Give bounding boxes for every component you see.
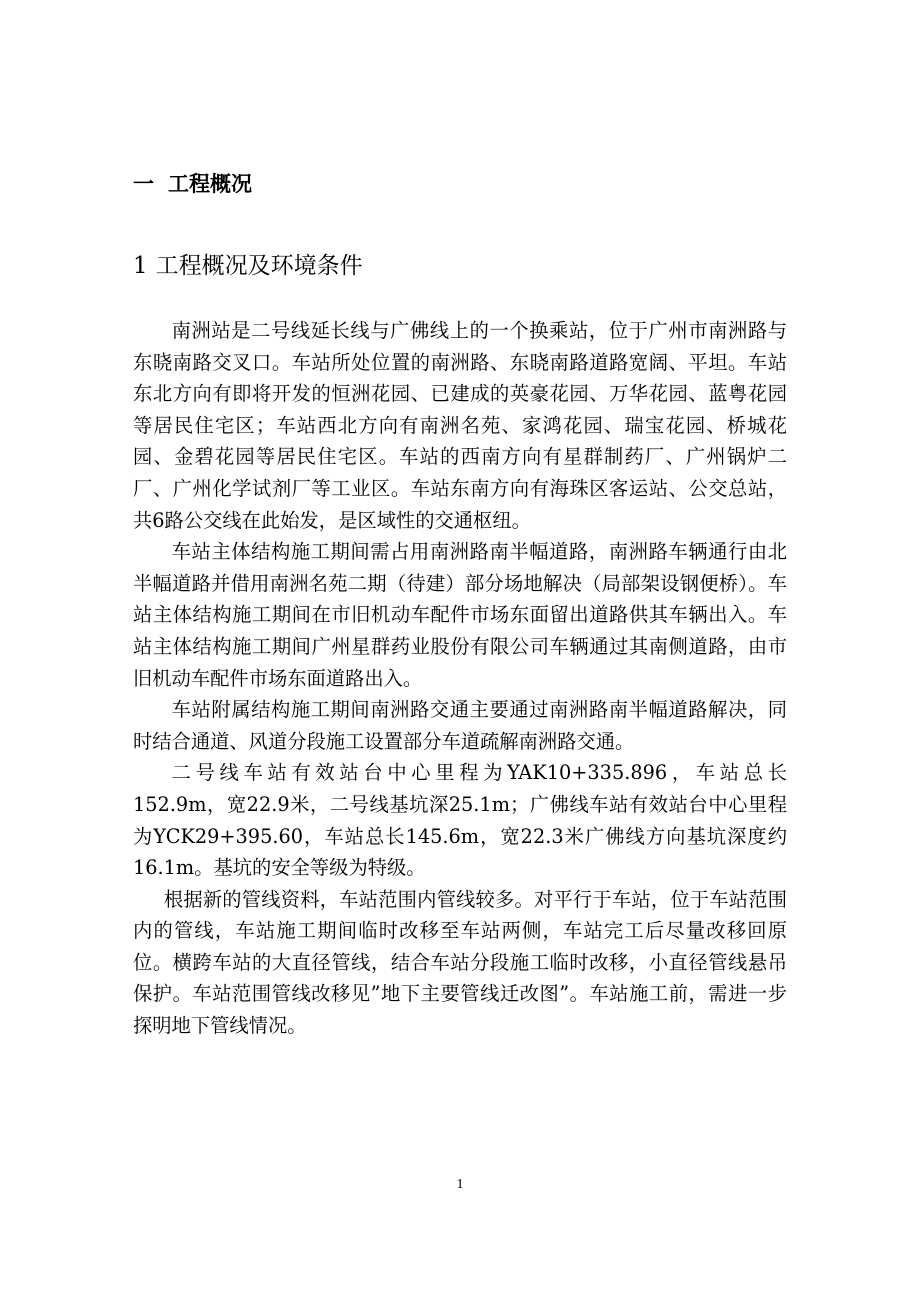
paragraph: 二号线车站有效站台中心里程为YAK10+335.896，车站总长152.9m，宽22.9米，二号线基坑深25.1m；广佛线车站有效站台中心里程为YCK29+395.60，车站总长145.6m，宽22.3米广佛线方向基坑深度约16.1m。基坑的安全等级为特级。: [133, 761, 787, 880]
subsection-heading: [133, 250, 363, 282]
section-number: 一: [133, 172, 154, 196]
section-heading: [133, 168, 252, 200]
subsection-number: 1: [133, 253, 148, 279]
page-number: 1: [456, 1177, 464, 1192]
paragraph: 车站附属结构施工期间南洲路交通主要通过南洲路南半幅道路解决，同时结合通道、风道分段施工设置部分车道疏解南洲路交通。: [133, 698, 787, 753]
section-title: 工程概况: [168, 172, 252, 196]
subsection-title: 工程概况及环境条件: [155, 253, 363, 279]
paragraph: 根据新的管线资料，车站范围内管线较多。对平行于车站，位于车站范围内的管线，车站施工期间临时改移至车站两侧，车站完工后尽量改移回原位。横跨车站的大直径管线，结合车站分段施工临时改移，小直径管线悬吊保护。车站范围管线改移见”地下主要管线迁改图”。车站施工前，需进一步探明地下管线情况。: [133, 887, 787, 1038]
paragraph: 车站主体结构施工期间需占用南洲路南半幅道路，南洲路车辆通行由北半幅道路并借用南洲名苑二期（待建）部分场地解决（局部架设钢便桥）。车站主体结构施工期间在市旧机动车配件市场东面留出道路供其车辆出入。车站主体结构施工期间广州星群药业股份有限公司车辆通过其南侧道路，由市旧机动车配件市场东面道路出入。: [133, 540, 787, 690]
body-text: [133, 315, 787, 1042]
paragraph: 南洲站是二号线延长线与广佛线上的一个换乘站，位于广州市南洲路与东晓南路交叉口。车站所处位置的南洲路、东晓南路道路宽阔、平坦。车站东北方向有即将开发的恒洲花园、已建成的英豪花园、万华花园、蓝粤花园等居民住宅区；车站西北方向有南洲名苑、家鸿花园、瑞宝花园、桥城花园、金碧花园等居民住宅区。车站的西南方向有星群制药厂、广州锅炉二厂、广州化学试剂厂等工业区。车站东南方向有海珠区客运站、公交总站，共6路公交线在此始发，是区域性的交通枢纽。: [133, 319, 787, 532]
